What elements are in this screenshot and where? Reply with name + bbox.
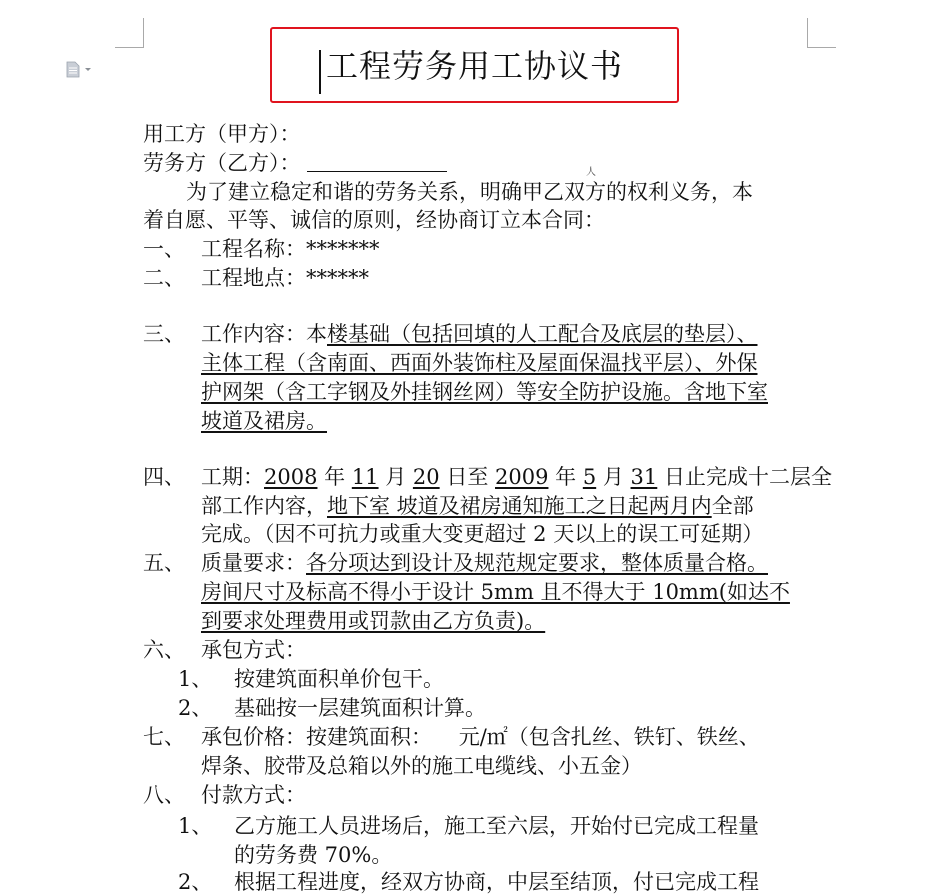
- section-8-item-2-line-1: 根据工程进度，经双方协商，中层至结顶，付已完成工程: [234, 870, 759, 894]
- section-3-scope-1: 楼基础（包括回填的人工配合及底层的垫层）、: [327, 322, 758, 346]
- party-a-label: 用工方（甲方）：: [143, 122, 301, 146]
- title-highlight-box[interactable]: [270, 27, 679, 103]
- section-5-text-2: 房间尺寸及标高不得小于设计 5mm 且不得大于 10mm(如达不: [201, 580, 790, 604]
- section-6-number: 六、: [143, 638, 185, 662]
- section-3-line-3: [201, 378, 768, 406]
- party-b-line: [143, 149, 447, 177]
- section-4-line-3: 完成。（因不可抗力或重大变更超过 2 天以上的误工可延期）: [201, 522, 764, 546]
- section-4-line-2-c: 全部: [711, 494, 754, 518]
- section-5-lead: 质量要求：: [201, 551, 306, 575]
- section-3-lead: 工作内容：本: [201, 322, 327, 346]
- month-char-1: 月: [378, 465, 413, 489]
- section-8-text: 付款方式：: [201, 783, 306, 807]
- year-char-1: 年: [317, 465, 352, 489]
- year-char-2: 年: [548, 465, 583, 489]
- start-day: 20: [412, 465, 440, 489]
- end-year: 2009: [495, 465, 549, 489]
- section-1-text: 工程名称：*******: [201, 237, 380, 261]
- section-5-line-2: [201, 578, 790, 606]
- section-5-number: 五、: [143, 551, 185, 575]
- end-day: 31: [630, 465, 658, 489]
- section-5-line-3: [201, 607, 545, 635]
- section-8-item-2-number: 2、: [178, 870, 213, 894]
- section-8-item-1-number: 1、: [178, 814, 213, 838]
- tiny-mark: 人: [586, 167, 596, 178]
- section-6-item-2: 基础按一层建筑面积计算。: [234, 696, 486, 720]
- section-7-line-2: 焊条、胶带及总箱以外的施工电缆线、小五金）: [201, 754, 642, 778]
- start-month: 11: [351, 465, 379, 489]
- section-2-text: 工程地点：******: [201, 266, 369, 290]
- end-month: 5: [582, 465, 597, 489]
- section-6-item-2-number: 2、: [178, 696, 213, 720]
- section-3-line-4: [201, 407, 327, 435]
- section-4-number: 四、: [143, 465, 185, 489]
- intro-line-1: 为了建立稳定和谐的劳务关系，明确甲乙双方的权利义务，本: [186, 180, 753, 204]
- section-7-line-1: 承包价格：按建筑面积： 元/㎡（包含扎丝、铁钉、铁丝、: [201, 725, 760, 749]
- section-1-number: 一、: [143, 237, 185, 261]
- party-b-label: 劳务方（乙方）：: [143, 151, 301, 175]
- section-6-text: 承包方式：: [201, 638, 306, 662]
- month-char-2: 月: [596, 465, 631, 489]
- section-5-line-1: [201, 549, 768, 577]
- document-title[interactable]: 工程劳务用工协议书: [325, 47, 623, 85]
- section-5-text-3: 到要求处理费用或罚款由乙方负责)。: [201, 609, 546, 633]
- section-5-text-1: 各分项达到设计及规范规定要求，整体质量合格。: [306, 551, 768, 575]
- section-4-lead: 工期：: [201, 465, 264, 489]
- section-4-line-1: [201, 463, 832, 491]
- section-4-line-2-b: 地下室 坡道及裙房通知施工之日起两月内: [327, 494, 712, 518]
- section-7-number: 七、: [143, 725, 185, 749]
- section-3-scope-2: 主体工程（含南面、西面外装饰柱及屋面保温找平层）、外保: [201, 351, 758, 375]
- party-b-blank[interactable]: [307, 149, 447, 172]
- section-8-item-1-line-2: 的劳务费 70%。: [234, 843, 393, 867]
- section-6-item-1-number: 1、: [178, 667, 213, 691]
- section-3-line-1: [201, 320, 758, 348]
- section-2-number: 二、: [143, 266, 185, 290]
- section-3-scope-4: 坡道及裙房。: [201, 409, 327, 433]
- date-separator: 日至: [439, 465, 495, 489]
- section-4-tail: 日止完成十二层全: [657, 465, 832, 489]
- section-8-item-1-line-1: 乙方施工人员进场后，施工至六层，开始付已完成工程量: [234, 814, 759, 838]
- section-8-number: 八、: [143, 783, 185, 807]
- document-options-icon[interactable]: [62, 60, 94, 78]
- section-3-scope-3: 护网架（含工字钢及外挂钢丝网）等安全防护设施。含地下室: [201, 380, 768, 404]
- section-3-line-2: [201, 349, 758, 377]
- section-6-item-1: 按建筑面积单价包干。: [234, 667, 444, 691]
- start-year: 2008: [264, 465, 318, 489]
- section-3-number: 三、: [143, 322, 185, 346]
- section-4-line-2: [201, 492, 754, 520]
- intro-line-2: 着自愿、平等、诚信的原则，经协商订立本合同：: [143, 208, 605, 232]
- section-4-line-2-a: 部工作内容，: [201, 494, 327, 518]
